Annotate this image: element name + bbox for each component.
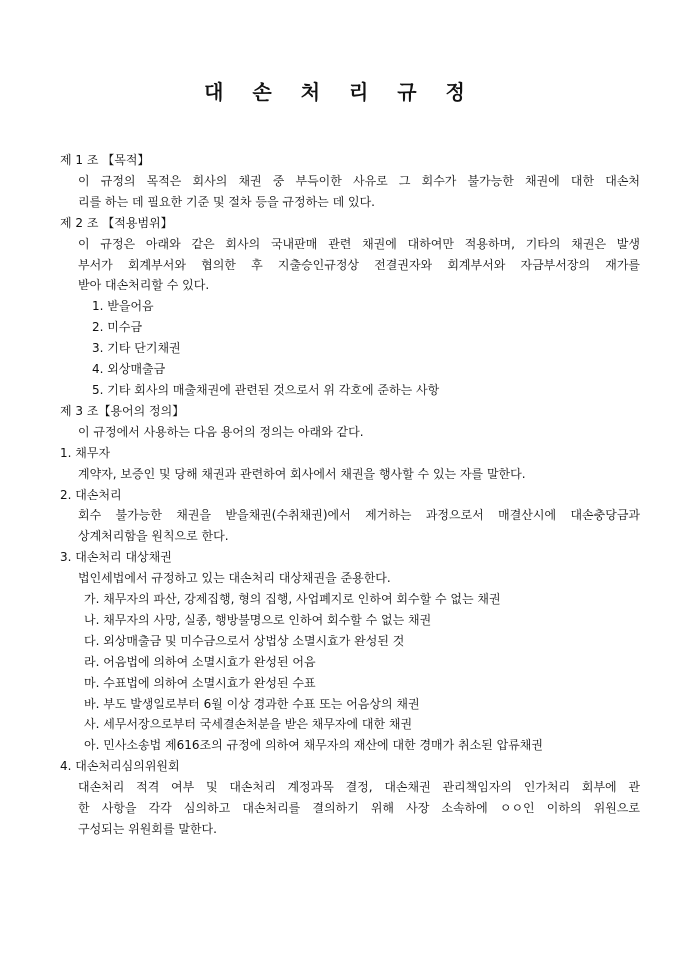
term-3-list-item: 라. 어음법에 의하여 소멸시효가 완성된 어음 xyxy=(84,654,316,669)
document-body xyxy=(60,150,640,840)
term-3-list-item: 바. 부도 발생일로부터 6월 이상 경과한 수표 또는 어음상의 채권 xyxy=(84,696,420,711)
article-2-list-item: 3. 기타 단기채권 xyxy=(92,341,181,356)
term-3-list-item: 아. 민사소송법 제616조의 규정에 의하여 채무자의 재산에 대한 경매가 취소된 압류채권 xyxy=(84,738,543,753)
term-2-text-line: 상계처리함을 원칙으로 한다. xyxy=(78,529,229,544)
term-4-name: 4. 대손처리심의위원회 xyxy=(60,759,180,774)
article-3-heading: 제 3 조【용어의 정의】 xyxy=(60,403,185,418)
article-2-text-line: 이 규정은 아래와 같은 회사의 국내판매 관련 채권에 대하여만 적용하며, 기타의 채권은 발생 xyxy=(78,236,640,251)
article-2-list-item: 5. 기타 회사의 매출채권에 관련된 것으로서 위 각호에 준하는 사항 xyxy=(92,382,440,397)
term-4-text-line: 구성되는 위원회를 말한다. xyxy=(78,822,217,836)
term-3-list-item: 가. 채무자의 파산, 강제집행, 형의 집행, 사업폐지로 인하여 회수할 수 없는 채권 xyxy=(84,592,501,607)
article-3-intro: 이 규정에서 사용하는 다음 용어의 정의는 아래와 같다. xyxy=(78,424,364,439)
term-4-text-line: 대손처리 적격 여부 및 대손처리 계정과목 결정, 대손채권 관리책임자의 인가처리 회부에 관 xyxy=(78,780,640,795)
term-3-list-item: 사. 세무서장으로부터 국세결손처분을 받은 채무자에 대한 채권 xyxy=(84,717,413,732)
article-1-text-line: 리를 하는 데 필요한 기준 및 절차 등을 규정하는 데 있다. xyxy=(78,194,375,209)
article-2-list-item: 2. 미수금 xyxy=(92,320,143,335)
term-3-text-line: 법인세법에서 규정하고 있는 대손처리 대상채권을 준용한다. xyxy=(78,571,391,586)
document-title: 대 손 처 리 규 정 xyxy=(204,80,476,104)
term-1-name: 1. 채무자 xyxy=(60,445,111,460)
term-2-text-line: 회수 불가능한 채권을 받을채권(수취채권)에서 제거하는 과정으로서 매결산시에 대손충당금과 xyxy=(78,508,640,523)
term-1-text-line: 계약자, 보증인 및 당해 채권과 관련하여 회사에서 채권을 행사할 수 있는 자를 말한다. xyxy=(78,466,526,481)
term-3-name: 3. 대손처리 대상채권 xyxy=(60,550,172,565)
term-2-name: 2. 대손처리 xyxy=(60,487,122,502)
article-2-text-line: 받아 대손처리할 수 있다. xyxy=(78,278,210,293)
term-3-list-item: 마. 수표법에 의하여 소멸시효가 완성된 수표 xyxy=(84,675,316,690)
term-3-list-item: 나. 채무자의 사망, 실종, 행방불명으로 인하여 회수할 수 없는 채권 xyxy=(84,612,432,627)
article-1-heading: 제 1 조 【목적】 xyxy=(60,153,150,167)
article-2-text-line: 부서가 회계부서와 협의한 후 지출승인규정상 전결권자와 회계부서와 자금부서장의 재가를 xyxy=(78,257,640,272)
article-2-list-item: 1. 받을어음 xyxy=(92,299,154,314)
article-1-text-line: 이 규정의 목적은 회사의 채권 중 부득이한 사유로 그 회수가 불가능한 채권에 대한 대손처 xyxy=(78,173,640,188)
term-4-text-line: 한 사항을 각각 심의하고 대손처리를 결의하기 위해 사장 소속하에 ㅇㅇ인 이하의 위원으로 xyxy=(78,801,640,816)
article-2-heading: 제 2 조 【적용범위】 xyxy=(60,215,173,230)
article-2-list-item: 4. 외상매출금 xyxy=(92,362,166,377)
term-3-list-item: 다. 외상매출금 및 미수금으로서 상법상 소멸시효가 완성된 것 xyxy=(84,633,405,648)
